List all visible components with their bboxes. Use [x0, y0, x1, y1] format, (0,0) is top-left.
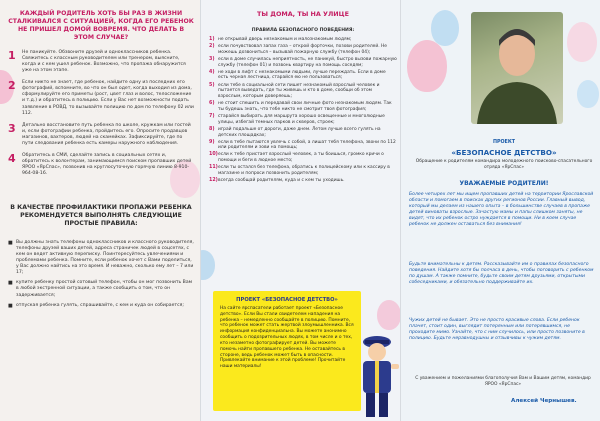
item-text: если почувствовал запах газа – открой форточки, позови родителей. Не можешь дозвониться – вызывай пожарную службу (телефон 04); — [218, 44, 387, 55]
rule-item — [8, 280, 194, 298]
panel2-subheading: ПРАВИЛА БЕЗОПАСНОГО ПОВЕДЕНИЯ: — [251, 28, 355, 33]
item-text: если тебе в социальной сети пишет незнакомый взрослый человек и пытается выведать, где ты живешь и кто в доме, сообщи об этом взрослым, которым доверяешь; — [218, 82, 380, 100]
item-text: если к тебе пристает взрослый человек, а ты боишься, громко кричи о помощи и беги в людное место; — [218, 152, 384, 164]
panel1-heading: КАЖДЫЙ РОДИТЕЛЬ ХОТЬ БЫ РАЗ В ЖИЗНИ СТАЛКИВАЛСЯ С СИТУАЦИЕЙ, КОГДА ЕГО РЕБЕНОК НЕ ПРИШЕЛ ДОМОЙ ВОВРЕМЯ. ЧТО ДЕЛАТЬ В ЭТОМ СЛУЧАЕ? — [8, 10, 194, 41]
item-text: если в доме случилась неприятность, не паникуй, быстро вызови пожарную службу (телефон 01) и позвонь квартиру на помощь соседям; — [218, 56, 397, 68]
step-number: 3 — [8, 121, 16, 135]
project-box-text: На сайте ярспасатели работает проект «Безопасное детство». Если Вы стали свидетелем нападения на ребенка – немедленно сообщайте в полицию. Помните, что ребенок может стать жертвой злоумышленника. Вся информация конфиденциальна. Вы можете анонимно сообщить о подозрительных людях, в том числе и о тех, кто незаметно фотографирует детей. Вы можете помочь найти пропавшего ребенка. Не оставайтесь в стороне, ведь ребенок может быть в опасности. Привлекайте внимание к этой проблеме! Прочитайте наши материалы! — [220, 306, 354, 370]
item-number: 2) — [209, 44, 215, 50]
item-number: 9) — [209, 139, 215, 145]
rule-text: Вы должны знать телефоны одноклассников и классного руководителя, телефоны друзей ваших детей, адреса страничек людей в соцсетях, с кем он ведет активную переписку. Поинтересуйтесь увлечениями и проблемами ребенка. Помните, если ребенок хочет с Вами поделиться, у Вас должно найтись на это время. И неважно, сколько ему лет – 7 или 17; — [16, 240, 194, 276]
appeal-paragraph: Чужих детей не бывает. Это не просто красивые слова. Если ребенок плачет, стоит один, выглядит потерянным или потерявшимся, не проходите мимо. Узнайте, что с ним случилось, или просто позвоните в полицию. Будьте неравнодушны и отзывчивы к чужим детям. — [409, 318, 585, 342]
item-number: 11) — [209, 165, 218, 171]
step-text: Детально восстановите путь ребенка по школе, кружкам или гостей и, если фотографии ребенка, пройдитесь его. Опросите продавцов магазинов, вахтеров, людей на скамейках. Зафиксируйте, где по пути следования ребенка есть камеры наружного наблюдения. — [22, 122, 191, 146]
item-text: если ты остался без телефона, обратись к полицейскому или к кассиру в магазине и попроси позвонить родителям; — [218, 165, 390, 176]
portrait-photo — [471, 12, 563, 124]
steps-list — [8, 50, 194, 183]
list-item — [209, 114, 397, 125]
panel-right — [400, 0, 600, 421]
item-text: играй подальше от дороги, даже днем. Летом лучше всего гулять на детских площадках; — [218, 126, 381, 138]
panel2-heading: ТЫ ДОМА, ТЫ НА УЛИЦЕ — [257, 10, 349, 18]
step-text: Обратитесь в СМИ, сделайте запись в социальных сетях и, обратитесь к волонтерам, занимающимся поиском пропавших детей ЯРОО «ЯрСпас», позвонив на круглосуточную горячую линию 8-910-964-08-16. — [22, 152, 192, 177]
balloon-decoration — [577, 80, 599, 108]
project-box-title: ПРОЕКТ «БЕЗОПАСНОЕ ДЕТСТВО» — [236, 297, 338, 303]
appeal-paragraph: Более четырех лет мы ищем пропавших детей на территории Ярославской области и помогаем в поисках других регионов России. Главный вывод, который мы делаем из нашего опыта – в большинстве случаев в пропаже детей виноваты взрослые. Зачастую мамы и папы слишком заняты, не видят, что их ребенок остро нуждается в помощи. Ни в коем случае ребенок не должен оставаться без внимания! — [409, 192, 594, 228]
item-number: 6) — [209, 101, 215, 107]
rule-text: отпуская ребенка гулять, спрашивайте, с кем и куда он собирается; — [16, 302, 184, 308]
item-text: не открывай дверь незнакомым и малознакомым людям; — [218, 37, 352, 42]
person-photo-icon — [471, 12, 563, 124]
list-item — [209, 83, 397, 100]
item-number: 5) — [209, 82, 215, 88]
bullet-icon: ■ — [8, 240, 13, 246]
rule-item — [8, 303, 194, 309]
item-number: 8) — [209, 126, 215, 132]
panel-middle — [200, 0, 400, 421]
item-number: 4) — [209, 69, 215, 75]
panel-left — [0, 0, 200, 421]
step-item — [8, 123, 194, 147]
item-number: 3) — [209, 56, 215, 62]
list-item — [209, 44, 397, 55]
list-item — [209, 57, 397, 68]
step-text: Не паникуйте. Обзвоните друзей и одноклассников ребенка. Свяжитесь с классным руководителем или тренером, выясните, когда и с кем ушел ребенок. Возможно, что пропажа обнаружится уже на этом этапе. — [22, 50, 186, 74]
balloon-decoration — [567, 22, 597, 62]
step-text: Если никто не знает, где ребенок, найдите одну из последних его фотографий, вспомните, во что он был одет, когда выходил из дома, сформулируйте его приметы (рост, цвет глаз и волос, телосложение и т.д.) и обратитесь в полицию. Если у Вас нет возможности подать заявление в РОВД, то вызывайте полицию по дом по телефону 02 или 112. — [22, 80, 194, 116]
list-item — [209, 127, 397, 138]
balloon-decoration — [200, 250, 215, 280]
step-number: 1 — [8, 49, 16, 62]
item-text: не стоит спешить и передавай свои личные фото незнакомым людям. Так ты будешь знать, что тебе никто не смотрит твоя фотография; — [218, 101, 392, 112]
appeal-paragraph: Будьте внимательны к детям. Рассказывайте им о правилах безопасного поведения. Найдите хотя бы полчаса в день, чтобы поговорить с ребенком по душам. А также помните, будьте своим детям друзьями, открытыми собеседниками, и обязательно поддерживайте их. — [409, 262, 594, 286]
list-item — [209, 140, 397, 151]
police-officer-illustration — [353, 330, 400, 421]
item-text: не ходи в лифт с незнакомыми людьми, лучше переждать. Если в доме есть черная лестница, старайся ею не пользоваться; — [218, 69, 386, 81]
list-item — [209, 70, 397, 81]
balloon-decoration — [431, 10, 459, 46]
project-info-box — [213, 291, 361, 411]
step-number: 2 — [8, 79, 16, 93]
item-text: если в тебе пытаются увлечь с собой, а лишат тебя телефона, звони по 112 или родителям и зови на помощь; — [218, 139, 396, 151]
item-number: 7) — [209, 113, 215, 119]
safety-rules-list — [209, 37, 397, 185]
rules-list — [8, 240, 194, 313]
rule-item — [8, 240, 194, 276]
rule-text: купите ребенку простой сотовый телефон, чтобы он мог позвонить Вам в любой экстренной ситуации, а также сообщить о том, что он задерживается; — [16, 280, 193, 298]
item-text: всегда сообщай родителям, куда и с кем ты уходишь. — [218, 178, 345, 184]
step-item — [8, 80, 194, 116]
project-label: ПРОЕКТ — [492, 140, 516, 145]
balloon-decoration — [377, 300, 400, 330]
item-text: старайся выбирать для маршрута хорошо освещенные и многолюдные улицы, избегай темных парков и скверов, строек; — [218, 113, 385, 125]
greeting-heading: УВАЖАЕМЫЕ РОДИТЕЛИ! — [459, 180, 549, 187]
rules-heading: В КАЧЕСТВЕ ПРОФИЛАКТИКИ ПРОПАЖИ РЕБЕНКА РЕКОМЕНДУЕТСЯ ВЫПОЛНЯТЬ СЛЕДУЮЩИЕ ПРОСТЫЕ ПРАВИЛА: — [10, 204, 192, 227]
item-number: 10) — [209, 152, 218, 158]
bullet-icon: ■ — [8, 302, 13, 309]
project-title: «БЕЗОПАСНОЕ ДЕТСТВО» — [451, 148, 557, 157]
list-item — [209, 178, 397, 184]
step-number: 4 — [8, 151, 16, 165]
step-item — [8, 153, 194, 177]
project-description: Обращение к родителям командира молодежного поисково-спасательного отряда «ЯрСпас» — [415, 159, 593, 170]
signature-text: С уважением и пожеланиями благополучия Вам и Вашим детям, командир ЯРОО «ЯрСпас» — [415, 376, 591, 387]
bullet-icon: ■ — [8, 280, 13, 287]
list-item — [209, 165, 397, 176]
list-item — [209, 152, 397, 163]
item-number: 1) — [209, 37, 215, 42]
list-item — [209, 101, 397, 112]
signature-name: Алексей Чернышев. — [511, 398, 577, 404]
list-item — [209, 37, 397, 43]
balloon-decoration — [407, 40, 447, 92]
step-item — [8, 50, 194, 74]
item-number: 12) — [209, 178, 218, 184]
